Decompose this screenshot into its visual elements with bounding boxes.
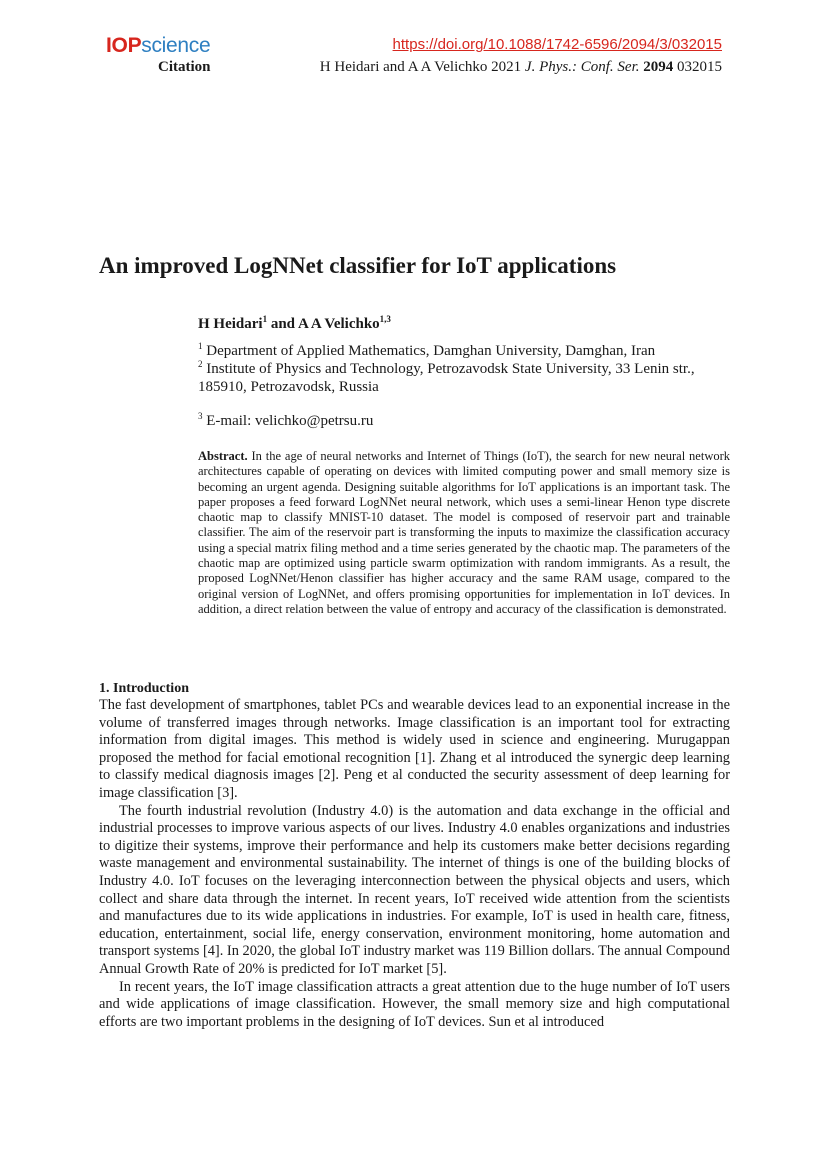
abstract-text: In the age of neural networks and Internet of Things (IoT), the search for new neural network architectures capable of operating on devices with limited computing power and small memory size is becoming an urgent agenda. Designing suitable algorithms for IoT applications is an important task. The paper proposes a feed forward LogNNet neural network, which uses a semi-linear Henon type discrete chaotic map to classify MNIST-10 dataset. The model is composed of reservoir part and trainable classifier. The aim of the reservoir part is transforming the inputs to maximize the classification accuracy using a special matrix filing method and a time series generated by the chaotic map. The parameters of the chaotic map are optimized using particle swarm optimization with random immigrants. As a result, the proposed LogNNet/Henon classifier has higher accuracy and the same RAM usage, compared to the original version of LogNNet, and offers promising opportunities for implementation in IoT devices. In addition, a direct relation between the value of entropy and accuracy of the classification is demonstrated. <box>198 449 731 616</box>
abstract <box>198 449 730 617</box>
iopscience-logo[interactable] <box>106 34 210 58</box>
section-heading: 1. Introduction <box>99 681 189 696</box>
body-paragraph: In recent years, the IoT image classification attracts a great attention due to the huge number of IoT users and wide applications of image classification. However, the small memory size and high computational efforts are two important problems in the designing of IoT devices. Sun et al introduced <box>99 978 730 1030</box>
abstract-label: Abstract. <box>198 449 248 463</box>
affiliations <box>198 342 738 396</box>
journal-name: J. Phys.: Conf. Ser. <box>524 59 640 75</box>
affiliation-sup: 1 <box>198 341 203 351</box>
affiliation-sup: 2 <box>198 359 203 369</box>
body-paragraph: The fast development of smartphones, tablet PCs and wearable devices lead to an exponential increase in the volume of transferred images through networks. Image classification is an important tool for extracting information from digital images. This method is widely used in science and engineering. Murugappan proposed the method for facial emotional recognition [1]. Zhang et al introduced the synergic deep learning to classify medical diagnosis images [2]. Peng et al conducted the security assessment of deep learning for image classification [3]. <box>99 697 730 801</box>
volume-number: 2094 <box>643 59 674 75</box>
logo-science-text: science <box>141 34 211 57</box>
body-paragraph: The fourth industrial revolution (Industry 4.0) is the automation and data exchange in the official and industrial processes to improve various aspects of our lives. Industry 4.0 enables organizations and industries to digitize their systems, improve their performance and help its customers make better decisions regarding waste management and environmental sustainability. The internet of things is one of the building blocks of Industry 4.0. IoT focuses on the leveraging interconnection between the physical objects and users, which collect and share data through the internet. In recent years, IoT received wide attention from the scientists and manufactures due to its wide applications in industries. For example, IoT is used in health care, fitness, education, entertainment, social life, energy conservation, environment monitoring, home automation and transport systems [4]. In 2020, the global IoT industry market was 119 Billion dollars. The annual Compound Annual Growth Rate of 20% is predicted for IoT market [5]. <box>99 802 730 977</box>
author-joiner: and <box>270 316 296 332</box>
citation-line <box>320 59 722 76</box>
author-affiliation-sup: 1 <box>262 314 268 324</box>
paper-title: An improved LogNNet classifier for IoT applications <box>99 253 617 278</box>
affiliation-text: Department of Applied Mathematics, Damghan University, Damghan, Iran <box>206 343 656 359</box>
affiliation-item <box>198 342 738 360</box>
author-name: A A Velichko <box>297 316 380 332</box>
citation-prefix: H Heidari and A A Velichko 2021 <box>319 59 522 75</box>
author-name: H Heidari <box>198 316 263 332</box>
introduction-body <box>99 697 730 1031</box>
affiliation-text: Institute of Physics and Technology, Petrozavodsk State University, 33 Lenin str., 185910, Petrozavodsk, Russia <box>198 361 695 395</box>
citation-label: Citation <box>158 59 211 75</box>
article-number: 032015 <box>677 59 722 75</box>
doi-link[interactable]: https://doi.org/10.1088/1742-6596/2094/3/032015 <box>392 36 722 53</box>
logo-iop-text: IOP <box>106 34 142 57</box>
email-sup: 3 <box>198 411 203 421</box>
author-email <box>198 413 373 430</box>
affiliation-item <box>198 360 738 396</box>
author-list <box>198 316 391 333</box>
email-text: E-mail: velichko@petrsu.ru <box>206 413 374 429</box>
author-affiliation-sup: 1,3 <box>379 314 391 324</box>
